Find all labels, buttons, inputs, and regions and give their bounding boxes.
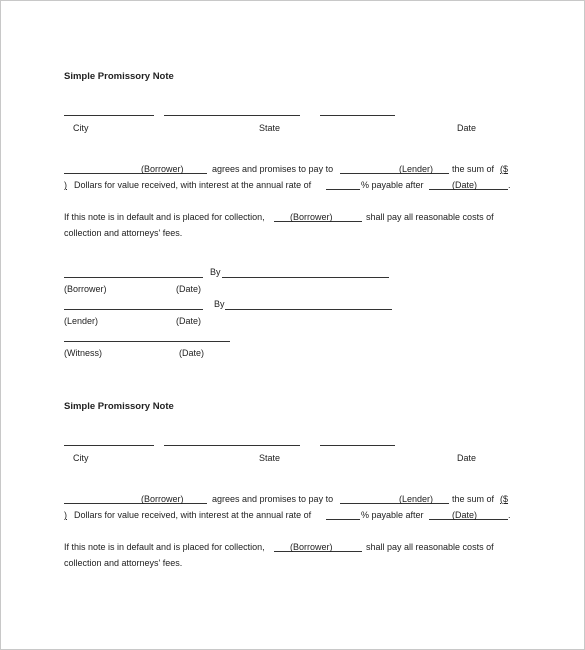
lender-signature-line [64,309,203,310]
payable-date-label: (Date) [452,180,478,190]
signature-date-label: (Date) [176,284,202,294]
rate-blank [326,189,360,190]
by-signature-line [222,277,389,278]
sum-text: the sum of [452,494,495,504]
signature-borrower-label: (Borrower) [64,284,107,294]
witness-signature-line [64,341,230,342]
default-borrower-label: (Borrower) [290,212,333,222]
date-blank [320,115,395,116]
dollar-sign: ($ [500,494,509,504]
payable-text: % payable after [361,180,424,190]
city-label: City [73,123,89,133]
borrower-blank [64,503,207,504]
state-blank [164,445,300,446]
fees-text: collection and attorneys' fees. [64,228,183,238]
agrees-text: agrees and promises to pay to [212,164,334,174]
borrower-blank [64,173,207,174]
signature-date-label: (Date) [179,348,205,358]
date-blank [320,445,395,446]
by-label: By [210,267,221,277]
paren-close: ) [64,180,67,190]
date-label: Date [457,123,477,133]
sum-text: the sum of [452,164,495,174]
dollars-text: Dollars for value received, with interest at the annual rate of [74,510,312,520]
city-blank [64,445,154,446]
costs-text: shall pay all reasonable costs of [366,212,494,222]
note-title: Simple Promissory Note [64,401,174,412]
costs-text: shall pay all reasonable costs of [366,542,494,552]
state-blank [164,115,300,116]
signature-witness-label: (Witness) [64,348,102,358]
default-text: If this note is in default and is placed for collection, [64,542,265,552]
payable-date-label: (Date) [452,510,478,520]
signature-date-label: (Date) [176,316,202,326]
by-signature-line [225,309,392,310]
payable-text: % payable after [361,510,424,520]
period: . [508,510,511,520]
default-text: If this note is in default and is placed for collection, [64,212,265,222]
period: . [508,180,511,190]
city-label: City [73,453,89,463]
fees-text: collection and attorneys' fees. [64,558,183,568]
by-label: By [214,299,225,309]
dollar-sign: ($ [500,164,509,174]
signature-lender-label: (Lender) [64,316,99,326]
lender-label: (Lender) [399,164,434,174]
borrower-signature-line [64,277,203,278]
state-label: State [259,123,281,133]
borrower-label: (Borrower) [141,164,184,174]
city-blank [64,115,154,116]
default-borrower-label: (Borrower) [290,542,333,552]
note-title: Simple Promissory Note [64,71,174,82]
agrees-text: agrees and promises to pay to [212,494,334,504]
lender-label: (Lender) [399,494,434,504]
rate-blank [326,519,360,520]
date-label: Date [457,453,477,463]
dollars-text: Dollars for value received, with interest at the annual rate of [74,180,312,190]
paren-close: ) [64,510,67,520]
borrower-label: (Borrower) [141,494,184,504]
state-label: State [259,453,281,463]
